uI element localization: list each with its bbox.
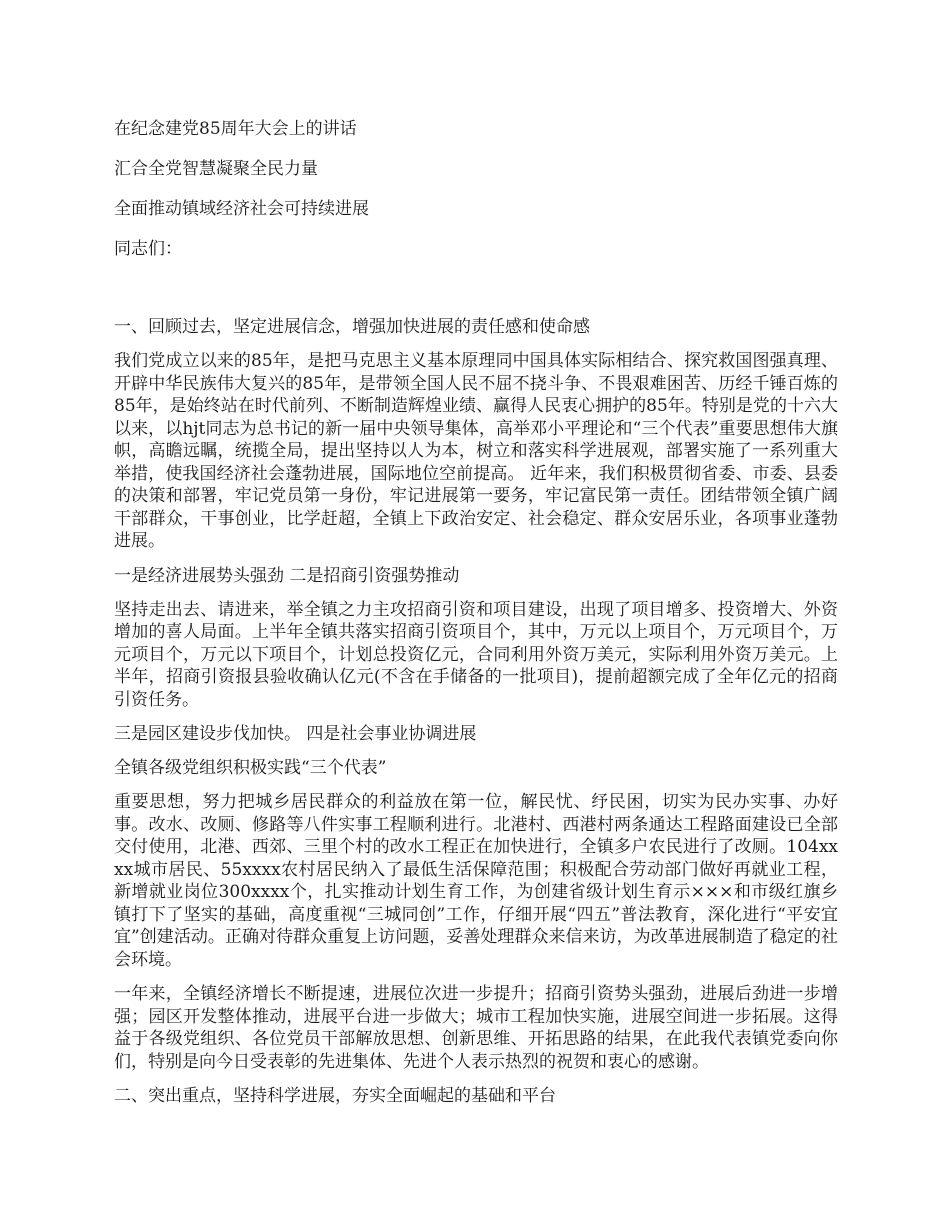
blank-spacer [114, 260, 838, 316]
salutation: 同志们： [114, 239, 182, 259]
section-heading-1: 一、回顾过去，坚定进展信念，增强加快进展的责任感和使命感 [114, 317, 590, 337]
subheading-party-practice: 全镇各级党组织积极实践“三个代表” [114, 758, 387, 778]
body-paragraph-2: 坚持走出去、请进来，举全镇之力主攻招商引资和项目建设，出现了项目增多、投资增大、外资增加的喜人局面。上半年全镇共落实招商引资项目个，其中，万元以上项目个，万元项目个，万元项目个，万元以下项目个，计划总投资亿元，合同利用外资万美元，实际利用外资万美元。上半年，招商引资报县验收确认亿元(不含在手储备的一批项目)，提前超额完成了全年亿元的招商引资任务。 [114, 599, 838, 710]
document-page [114, 118, 838, 1119]
body-paragraph-1: 我们党成立以来的85年，是把马克思主义基本原理同中国具体实际相结合、探究救国图强真理、开辟中华民族伟大复兴的85年，是带领全国人民不屈不挠斗争、不畏艰难困苦、历经千锤百炼的85年，是始终站在时代前列、不断制造辉煌业绩、赢得人民衷心拥护的85年。特别是党的十六大以来，以hjt同志为总书记的新一届中央领导集体，高举邓小平理论和“三个代表”重要思想伟大旗帜，高瞻远瞩，统揽全局，提出坚持以人为本，树立和落实科学进展观，部署实施了一系列重大举措，使我国经济社会蓬勃进展，国际地位空前提高。 近年来，我们积极贯彻省委、市委、县委的决策和部署，牢记党员第一身份，牢记进展第一要务，牢记富民第一责任。团结带领全镇广阔干部群众，干事创业，比学赶超，全镇上下政治安定、社会稳定、群众安居乐业，各项事业蓬勃进展。 [114, 351, 838, 551]
subheading-park-social: 三是园区建设步伐加快。 四是社会事业协调进展 [114, 724, 477, 744]
subheading-economy-investment: 一是经济进展势头强劲 二是招商引资强势推动 [114, 565, 460, 586]
body-paragraph-4: 一年来，全镇经济增长不断提速，进展位次进一步提升；招商引资势头强劲，进展后劲进一步增强；园区开发整体推动，进展平台进一步做大；城市工程加快实施，进展空间进一步拓展。这得益于各级党组织、各位党员干部解放思想、创新思维、开拓思路的结果，在此我代表镇党委向你们，特别是向今日受表彰的先进集体、先进个人表示热烈的祝贺和衷心的感谢。 [114, 984, 838, 1072]
section-heading-2: 二、突出重点，坚持科学进展，夯实全面崛起的基础和平台 [114, 1086, 556, 1106]
body-paragraph-3: 重要思想，努力把城乡居民群众的利益放在第一位，解民忧、纾民困，切实为民办实事、办好事。改水、改厕、修路等八件实事工程顺利进行。北港村、西港村两条通达工程路面建设已全部交付使用，北港、西郊、三里个村的改水工程正在加快进行，全镇多户农民进行了改厕。104xxxx城市居民、55xxxx农村居民纳入了最低生活保障范围；积极配合劳动部门做好再就业工程，新增就业岗位300xxxx个，扎实推动计划生育工作，为创建省级计划生育示×××和市级红旗乡镇打下了坚实的基础，高度重视“三城同创”工作，仔细开展“四五”普法教育，深化进行“平安宜宜”创建活动。正确对待群众重复上访问题，妥善处理群众来信来访，为改革进展制造了稳定的社会环境。 [114, 792, 838, 970]
speech-subtitle-2: 全面推动镇域经济社会可持续进展 [114, 199, 369, 219]
speech-title: 在纪念建党85周年大会上的讲话 [114, 119, 357, 139]
speech-subtitle-1: 汇合全党智慧凝聚全民力量 [114, 159, 318, 179]
